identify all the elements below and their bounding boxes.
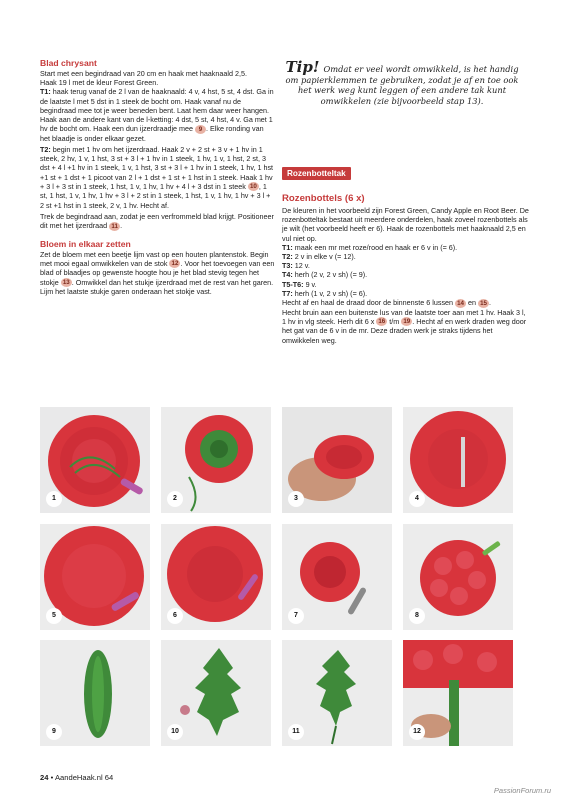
step-number: 4	[409, 491, 425, 507]
step-photo	[282, 640, 392, 746]
heading-rozenbottels: Rozenbottels (6 x)	[282, 193, 365, 204]
section-label-rozenbotteltak: Rozenbotteltak	[282, 167, 351, 180]
step-number: 8	[409, 608, 425, 624]
step-number: 6	[167, 608, 183, 624]
step-photo	[40, 524, 150, 630]
paragraph: Trek de begindraad aan, zodat je een verfrommeld blad krijgt. Positioneer dit met het ijzerdraad 11 .	[40, 211, 274, 231]
paragraph: Zet de bloem met een beetje lijm vast op een houten plantenstok. Begin met mooi egaal omwikkelen van de stok 12 . Voor het toevoegen van een blad of blaadjes op gewenste hoogte hou je het blad stevig tegen het stokje 13 . Omwikkel dan het stukje ijzerdraad met de rest van het garen. Lijm het laatste stukje garen onderaan het stokje vast.	[40, 249, 275, 297]
step-number: 11	[288, 724, 304, 740]
tip-label: Tip!	[285, 58, 320, 76]
footer-bullet: •	[50, 773, 54, 782]
paragraph: Hecht bruin aan een buitenste lus van de laatste toer aan met 1 hv. Haak 3 l, 1 hv in vlg steek. Herh dit 6 x 16 t/m 19 . Hecht af en werk draden weg door het gat van de 6 v in de mr. Deze draden werk je straks tijdens het omwikkelen weg.	[282, 307, 527, 345]
right-column	[282, 191, 530, 345]
heading-blad-chrysant: Blad chrysant	[40, 58, 97, 68]
step-photo	[161, 640, 271, 746]
step-number: 9	[46, 724, 62, 740]
step-photo	[282, 524, 392, 630]
step-photo	[403, 640, 513, 746]
page-number: 24	[40, 773, 49, 782]
step-number: 2	[167, 491, 183, 507]
heading-bloem-in-elkaar-zetten: Bloem in elkaar zetten	[40, 238, 131, 249]
left-column	[40, 58, 275, 296]
paragraph: Haak 19 l met de kleur Forest Green.	[40, 78, 159, 88]
step-badge: 13	[61, 278, 72, 287]
step-photo	[40, 407, 150, 513]
tip-box	[284, 58, 520, 106]
step-badge: 12	[169, 259, 180, 268]
round-5-6: T5-T6: 9 v.	[282, 279, 317, 289]
step-badge: 16	[376, 317, 387, 326]
magazine-name: AandeHaak.nl 64	[54, 773, 114, 782]
round-2: T2: begin met 1 hv om het ijzerdraad. Haak 2 v + 2 st + 3 v + 1 hv in 1 steek, 2 hv, 1 v, 1 hst, 3 st + 3 l + 1 hv in 1 steek, 1 hv, 1 v, 1 hst, 2 st, 3 dst + 4 l +1 hv in 1 steek, 1 v, 1 hst, 3 st + 3 l + 1 hv in 1 steek, 1 hv, 1 hst +1 st + 1 dst + 1 picoot van 2 l + 1 dst + 1 st + 1 hst in 1 steek. Haak 1 hv + 3 l + 3 st in 1 steek, 1 hst, 1 v, 1 hv, 1 hv + 4 l + 3 dst in 1 steek 10 , 1 st, 1 hst, 1 v, 1 hv, 1 hv + 3 l + 2 st in 1 steek, 1 hst, 1 v, 1 hv, 1 hv + 3 l + 2 st +1 hst in 1 steek, 2 v, 1 hv. Hecht af.	[40, 145, 274, 210]
step-number: 3	[288, 491, 304, 507]
step-photo	[403, 407, 513, 513]
paragraph: Start met een begindraad van 20 cm en haak met haaknaald 2,5.	[40, 69, 247, 78]
step-number: 1	[46, 491, 62, 507]
watermark: PassionForum.ru	[493, 786, 551, 795]
step-badge: 14	[455, 299, 466, 308]
page-footer	[40, 773, 113, 782]
step-photo	[40, 640, 150, 746]
round-1: T1: haak terug vanaf de 2 l van de haaknaald: 4 v, 4 hst, 5 st, 4 dst. Ga in de laatste l met 5 dst in 1 steek de bocht om. Haak vanaf nu de begindraad mee tot je weer beneden bent. Laat hem daar weer hangen. Haak aan de andere kant van de l-ketting: 4 dst, 5 st, 4 hst, 4 v. Ga met 1 hv de bocht om. Haak een dun ijzerdraadje mee 9 . Elke ronding van het blaadje is onder elkaar gezet.	[40, 87, 274, 143]
step-photo	[282, 407, 392, 513]
step-photo	[161, 407, 271, 513]
round-2: T2: 2 v in elke v (= 12).	[282, 252, 356, 262]
step-badge: 15	[478, 299, 489, 308]
round-7: T7: herh (1 v, 2 v sh) (= 6).	[282, 288, 368, 298]
step-photo	[403, 524, 513, 630]
step-number: 10	[167, 724, 183, 740]
step-number: 5	[46, 608, 62, 624]
round-3: T3: 12 v.	[282, 261, 310, 271]
step-number: 7	[288, 608, 304, 624]
step-badge: 19	[401, 317, 412, 326]
tip-text: Omdat er veel wordt omwikkeld, is het handig om papierklemmen te gebruiken, zodat je af en toe ook het werk weg kunt leggen of een andere tak kunt omwikkelen (zie bijvoorbeeld stap 13).	[285, 64, 519, 106]
step-number: 12	[409, 724, 425, 740]
step-badge: 9	[195, 125, 206, 134]
step-photo	[161, 524, 271, 630]
step-badge: 10	[248, 182, 259, 191]
step-badge: 11	[109, 222, 120, 231]
paragraph: Hecht af en haal de draad door de binnenste 6 lussen 14 en 15 .	[282, 298, 492, 308]
paragraph: De kleuren in het voorbeeld zijn Forest Green, Candy Apple en Root Beer. De rozenbotteltak bestaat uit meerdere onderdelen, haak zoveel rozenbottels als je wilt (het voorbeeld heeft er 6). Haak de rozenbottels met haaknaald 2,5 en vul niet op.	[282, 206, 529, 243]
round-1: T1: maak een mr met roze/rood en haak er 6 v in (= 6).	[282, 242, 458, 252]
round-4: T4: herh (2 v, 2 v sh) (= 9).	[282, 270, 368, 280]
